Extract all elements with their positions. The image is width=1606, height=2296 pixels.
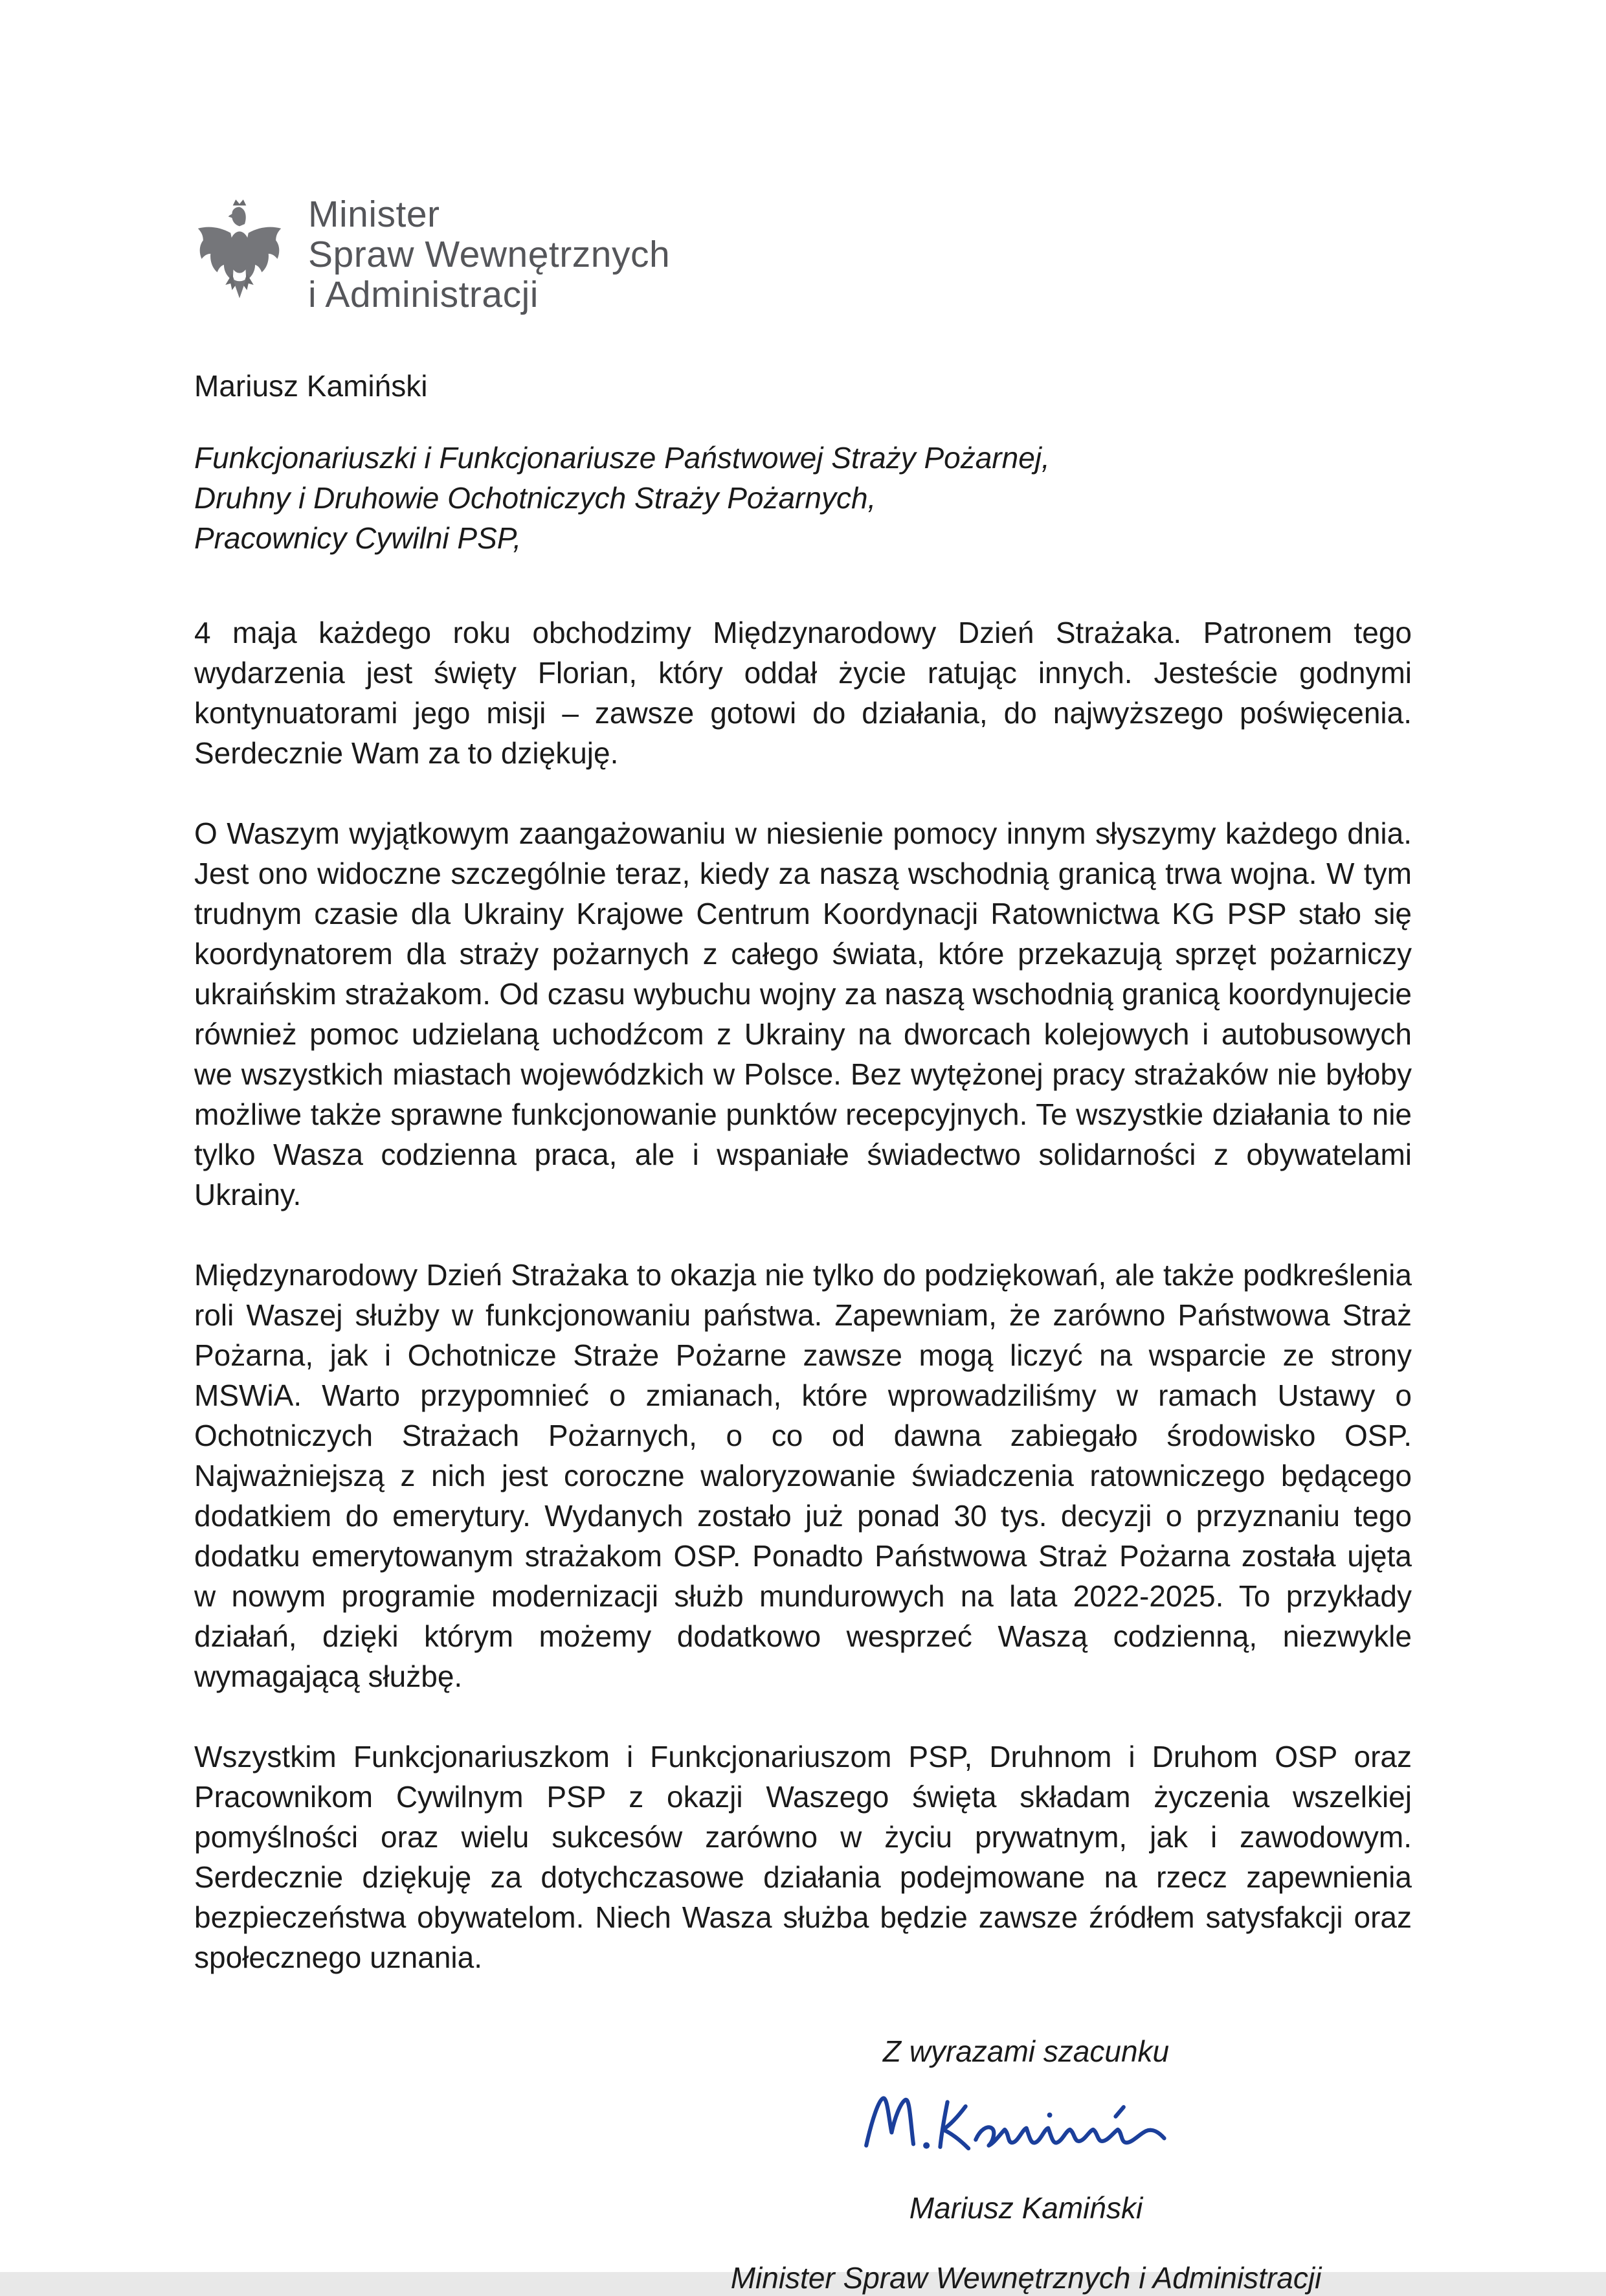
ministry-header: [194, 194, 1412, 315]
ministry-name: [308, 194, 670, 315]
handwritten-signature-image: [641, 2088, 1411, 2160]
ministry-name-line-2: Spraw Wewnętrznych: [308, 234, 671, 275]
paragraph-4: Wszystkim Funkcjonariuszkom i Funkcjonariuszom PSP, Druhnom i Druhom OSP oraz Pracownikom Cywilnym PSP z okazji Waszego święta składam życzenia wszelkiej pomyślności oraz wielu sukcesów zarówno w życiu prywatnym, jak i zawodowym. Serdecznie dziękuję za dotychczasowe działania podejmowane na rzecz zapewnienia bezpieczeństwa obywatelom. Niech Wasza służba będzie zawsze źródłem satysfakcji oraz społecznego uznania.: [194, 1740, 1412, 1974]
ministry-name-line-1: Minister: [308, 194, 440, 235]
salutation-line-2: Druhny i Druhowie Ochotniczych Straży Pożarnych,: [194, 481, 876, 515]
salutation-line-1: Funkcjonariuszki i Funkcjonariusze Państwowej Straży Pożarnej,: [194, 441, 1050, 475]
signature-title: Minister Spraw Wewnętrznych i Administracji: [730, 2261, 1322, 2295]
closing-phrase: Z wyrazami szacunku: [882, 2034, 1170, 2068]
polish-eagle-logo-icon: [194, 199, 285, 310]
signature-name: Mariusz Kamiński: [909, 2191, 1143, 2225]
closing-block: [641, 2033, 1411, 2296]
salutation: [194, 438, 1412, 558]
salutation-line-3: Pracownicy Cywilni PSP,: [194, 521, 522, 555]
sender-name: Mariusz Kamiński: [194, 369, 428, 403]
ministry-name-line-3: i Administracji: [308, 274, 539, 315]
paragraph-1: 4 maja każdego roku obchodzimy Międzynarodowy Dzień Strażaka. Patronem tego wydarzenia jest święty Florian, który oddał życie ratując innych. Jesteście godnymi kontynuatorami jego misji – zawsze gotowi do działania, do najwyższego poświęcenia. Serdecznie Wam za to dziękuję.: [194, 616, 1412, 770]
paragraph-2: O Waszym wyjątkowym zaangażowaniu w niesienie pomocy innym słyszymy każdego dnia. Jest ono widoczne szczególnie teraz, kiedy za naszą wschodnią granicą trwa wojna. W tym trudnym czasie dla Ukrainy Krajowe Centrum Koordynacji Ratownictwa KG PSP stało się koordynatorem dla straży pożarnych z całego świata, które przekazują sprzęt pożarniczy ukraińskim strażakom. Od czasu wybuchu wojny za naszą wschodnią granicą koordynujecie również pomoc udzielaną uchodźcom z Ukrainy na dworcach kolejowych i autobusowych we wszystkich miastach wojewódzkich w Polsce. Bez wytężonej pracy strażaków nie byłoby możliwe także sprawne funkcjonowanie punktów recepcyjnych. Te wszystkie działania to nie tylko Wasza codzienna praca, ale i wspaniałe świadectwo solidarności z obywatelami Ukrainy.: [194, 816, 1412, 1211]
paragraph-3: Międzynarodowy Dzień Strażaka to okazja nie tylko do podziękowań, ale także podkreślenia roli Waszej służby w funkcjonowaniu państwa. Zapewniam, że zarówno Państwowa Straż Pożarna, jak i Ochotnicze Straże Pożarne zawsze mogą liczyć na wsparcie ze strony MSWiA. Warto przypomnieć o zmianach, które wprowadziliśmy w ramach Ustawy o Ochotniczych Strażach Pożarnych, o co od dawna zabiegało środowisko OSP. Najważniejszą z nich jest coroczne waloryzowanie świadczenia ratowniczego będącego dodatkiem do emerytury. Wydanych zostało już ponad 30 tys. decyzji o przyznaniu tego dodatku emerytowanym strażakom OSP. Ponadto Państwowa Straż Pożarna została ujęta w nowym programie modernizacji służb mundurowych na lata 2022-2025. To przykłady działań, dzięki którym możemy dodatkowo wesprzeć Waszą codzienną, niezwykle wymagającą służbę.: [194, 1258, 1412, 1693]
